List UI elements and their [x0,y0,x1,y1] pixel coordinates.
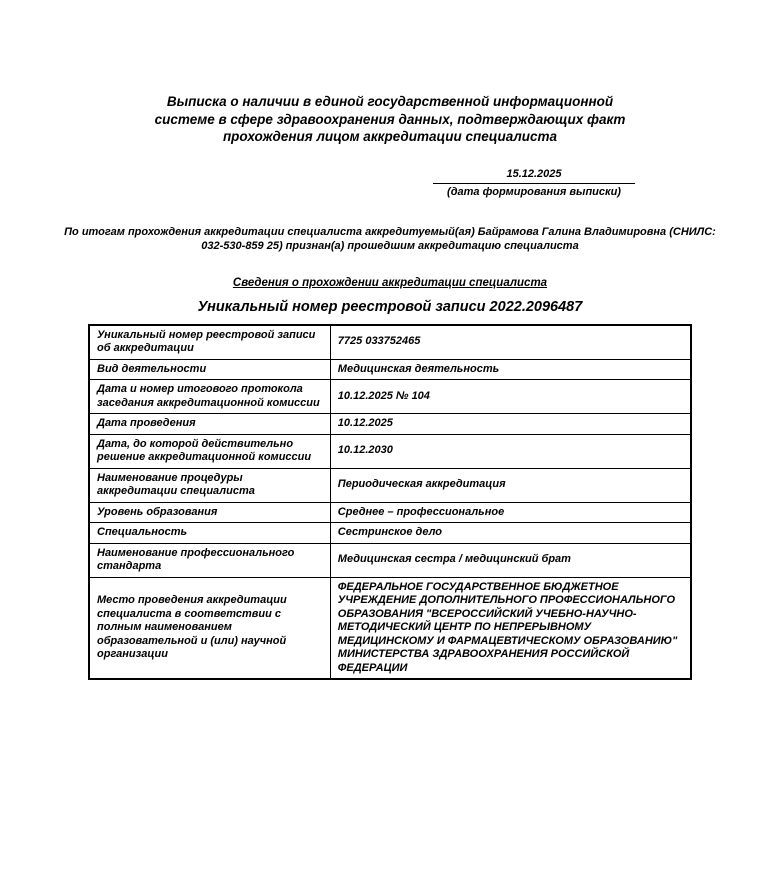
field-value-cell: Сестринское дело [330,523,691,544]
field-value-cell: Периодическая аккредитация [330,468,691,502]
field-label-cell: Дата проведения [89,414,330,435]
field-label-cell: Уровень образования [89,502,330,523]
field-value-cell: 10.12.2025 № 104 [330,380,691,414]
field-label-cell: Дата, до которой действительно решение аккредитационной комиссии [89,434,330,468]
table-row [89,523,691,544]
field-value-cell: 10.12.2025 [330,414,691,435]
table-row [89,414,691,435]
formation-date-value: 15.12.2025 [433,167,635,184]
document-title-line: прохождения лицом аккредитации специалиста [222,129,558,144]
field-value-cell: ФЕДЕРАЛЬНОЕ ГОСУДАРСТВЕННОЕ БЮДЖЕТНОЕ УЧРЕЖДЕНИЕ ДОПОЛНИТЕЛЬНОГО ПРОФЕССИОНАЛЬНОГО ОБРАЗОВАНИЯ "ВСЕРОССИЙСКИЙ УЧЕБНО-НАУЧНО-МЕТОДИЧЕСКИЙ ЦЕНТР ПО НЕПРЕРЫВНОМУ МЕДИЦИНСКОМУ И ФАРМАЦЕВТИЧЕСКОМУ ОБРАЗОВАНИЮ" МИНИСТЕРСТВА ЗДРАВООХРАНЕНИЯ РОССИЙСКОЙ ФЕДЕРАЦИИ [330,577,691,679]
field-value-cell: 7725 033752465 [330,325,691,360]
intro-paragraph-line: По итогам прохождения аккредитации специалиста аккредитуемый(ая) Байрамова Галина Владимировна (СНИЛС: [64,225,716,238]
field-label-cell: Наименование процедуры аккредитации специалиста [89,468,330,502]
section-heading: Сведения о прохождении аккредитации специалиста [232,276,548,289]
table-row [89,359,691,380]
field-label-cell: Дата и номер итогового протокола заседания аккредитационной комиссии [89,380,330,414]
field-label-cell: Наименование профессионального стандарта [89,543,330,577]
table-row [89,380,691,414]
formation-date-caption: (дата формирования выписки) [447,185,621,198]
field-value-cell: Среднее – профессиональное [330,502,691,523]
accreditation-table [88,324,692,681]
field-value-cell: Медицинская сестра / медицинский брат [330,543,691,577]
table-row [89,502,691,523]
field-label-cell: Уникальный номер реестровой записи об аккредитации [89,325,330,360]
table-row [89,577,691,679]
table-row [89,543,691,577]
intro-paragraph-line: 032-530-859 25) признан(а) прошедшим аккредитацию специалиста [201,240,579,252]
document-title [110,93,670,146]
table-row [89,325,691,360]
field-label-cell: Вид деятельности [89,359,330,380]
table-row [89,434,691,468]
document-title-line: Выписка о наличии в единой государственной информационной [166,94,614,109]
field-label-cell: Место проведения аккредитации специалиста в соответствии с полным наименованием образовательной и (или) научной организации [89,577,330,679]
field-label-cell: Специальность [89,523,330,544]
field-value-cell: 10.12.2030 [330,434,691,468]
document-title-line: системе в сфере здравоохранения данных, подтверждающих факт [154,111,626,127]
intro-paragraph [50,225,730,254]
field-value-cell: Медицинская деятельность [330,359,691,380]
registry-number-heading: Уникальный номер реестровой записи 2022.2096487 [197,298,583,315]
formation-date-block [433,167,635,199]
accreditation-table-body [89,325,691,680]
table-row [89,468,691,502]
